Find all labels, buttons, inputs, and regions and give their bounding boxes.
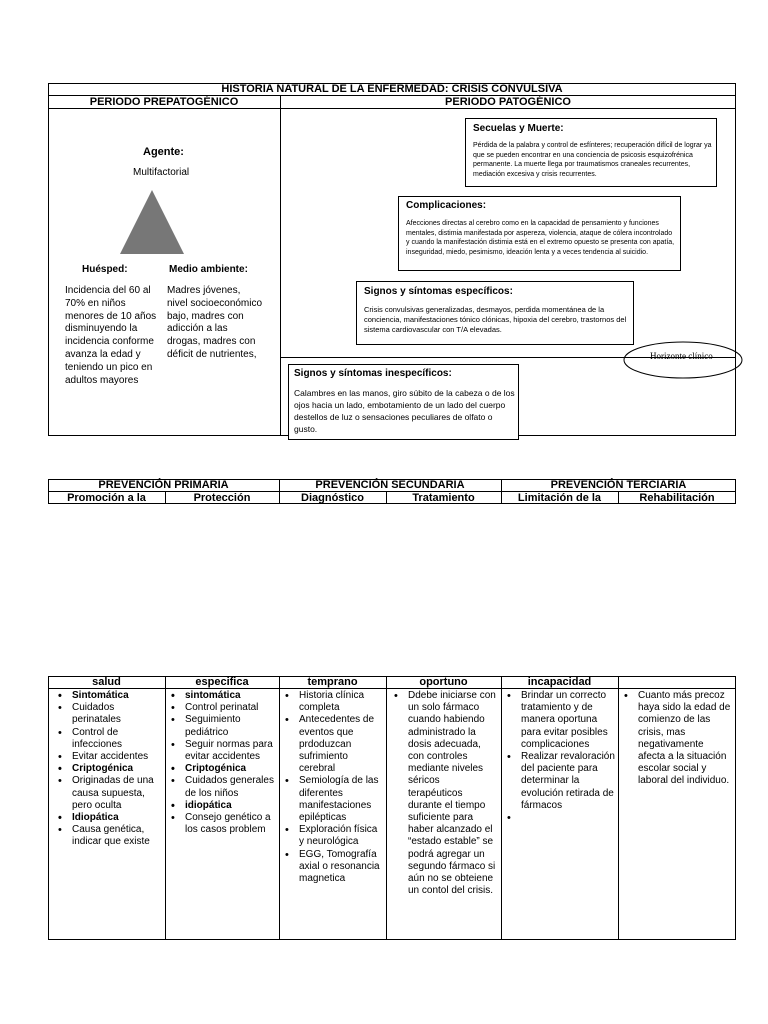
inespecificos-title: Signos y síntomas inespecíficos: [294,368,452,379]
col-header-oportuno: oportuno [419,676,468,688]
list-item: • Control perinatal [169,702,275,714]
col-header-salud: salud [92,676,121,688]
prevencion-terciaria-header: PREVENCIÓN TERCIARIA [550,479,687,491]
divider [501,676,502,940]
horizonte-label: Horizonte clínico [650,351,713,361]
list-item: • Originadas de una causa supuesta, pero oculta [56,775,162,812]
col-header-incapacidad: incapacidad [527,676,592,688]
divider [165,676,166,940]
list-item: • Exploración física y neurológica [283,824,383,848]
list-rehabilitacion [620,690,734,788]
list-item: • Criptogénica [169,763,275,775]
epidemiologic-triangle [118,188,186,256]
list-item: • Seguimiento pediátrico [169,714,275,738]
list-item: • Evitar accidentes [56,751,162,763]
subheader-proteccion: Protección [193,492,251,504]
subheader-promocion: Promoción a la [67,492,146,504]
medio-text: Madres jóvenes, nivel socioeconómico bajo, madres con adicción a las drogas, madres con déficit de nutrientes, [167,285,263,360]
prevencion-primaria-header: PREVENCIÓN PRIMARIA [98,479,229,491]
huesped-text: Incidencia del 60 al 70% en niños menores de 10 años disminuyendo la incidencia conforme avanza la edad y teniendo un pico en adultos mayores [65,285,157,386]
list-item: • Brindar un correcto tratamiento y de manera oportuna para evitar posibles complicaciones [505,690,615,751]
prepathogenic-header: PERIODO PREPATOGÉNICO [89,96,239,108]
list-item: • Cuidados perinatales [56,702,162,726]
agente-label: Agente: [143,146,184,158]
list-item: • Sintomática [56,690,162,702]
list-promocion [54,690,164,849]
secuelas-title: Secuelas y Muerte: [473,123,564,134]
list-diagnostico [281,690,385,885]
subheader-rehabilitacion: Rehabilitación [639,492,715,504]
list-item [505,812,615,824]
list-item: • Seguir normas para evitar accidentes [169,739,275,763]
list-item: • Realizar revaloración del paciente para determinar la evolución retirada de fármacos [505,751,615,812]
list-item: • Causa genética, indicar que existe [56,824,162,848]
col-header-especifica: especifica [195,676,249,688]
col-header-temprano: temprano [307,676,358,688]
divider [279,676,280,940]
list-item: • Cuanto más precoz haya sido la edad de comienzo de las crisis, mas negativamente afecta a la situación escolar social y laboral del individuo. [622,690,732,788]
list-item: • Cuidados generales de los niños [169,775,275,799]
list-item: • Historia clínica completa [283,690,383,714]
list-item: • Control de infecciones [56,727,162,751]
list-proteccion [167,690,277,836]
list-item: • Antecedentes de eventos que prdoduzcan sufrimiento cerebral [283,714,383,775]
especificos-text: Crisis convulsivas generalizadas, desmayos, perdida momentánea de la conciencia, manifestaciones tónico clónicas, hipoxia del cerebro, trastornos del sistema cardiovascular con T/A elevadas. [364,305,627,334]
divider [48,108,736,109]
divider [386,676,387,940]
pathogenic-header: PERIODO PATOGÉNICO [445,96,571,108]
list-item: • idiopática [169,800,275,812]
list-item: • Idiopática [56,812,162,824]
list-item: • Semiología de las diferentes manifestaciones epilépticas [283,775,383,824]
subheader-diagnostico: Diagnóstico [301,492,364,504]
list-item: • Criptogénica [56,763,162,775]
list-item: • EGG, Tomografía axial o resonancia magnetica [283,849,383,886]
subheader-tratamiento: Tratamiento [412,492,475,504]
table-title: HISTORIA NATURAL DE LA ENFERMEDAD: CRISIS CONVULSIVA [221,83,563,95]
list-item: • Ddebe iniciarse con un solo fármaco cuando habiendo administrado la dosis adecuada, con controles mediante niveles séricos terapéuticos durante el tiempo suficiente para haber alcanzado el “estado estable” se podrá agregar un segundo fármaco si aún no se obteiene un contol del crisis. [392,690,496,897]
list-item: • sintomática [169,690,275,702]
divider [48,688,736,689]
especificos-title: Signos y síntomas específicos: [364,286,513,297]
subheader-limitacion: Limitación de la [517,492,602,504]
divider [280,95,281,436]
list-item: • Consejo genético a los casos problem [169,812,275,836]
medio-label: Medio ambiente: [169,264,248,275]
list-tratamiento [390,690,498,897]
complicaciones-text: Afecciones directas al cerebro como en la capacidad de pensamiento y funciones mentales, distimia manifestada por aspereza, violencia, ataque de cólera incontrolado y cuando la manifestación distimia está en el extremo opuesto se presenta con apatía, inseguridad, miedo, pesimismo, ideación lenta y a veces tendencia al suicidio. [406,220,675,256]
list-limitacion [503,690,617,824]
agente-value: Multifactorial [133,167,190,178]
prevencion-secundaria-header: PREVENCIÓN SECUNDARIA [315,479,465,491]
complicaciones-title: Complicaciones: [406,200,487,211]
divider [618,676,619,940]
inespecificos-text: Calambres en las manos, giro súbito de la cabeza o de los ojos hacia un lado, embotamiento de un lado del cuerpo destellos de luz o sensaciones peculiares de olfato o gusto. [294,388,515,434]
huesped-label: Huésped: [82,264,128,275]
secuelas-text: Pérdida de la palabra y control de esfínteres; recuperación difícil de lograr ya que se pueden encontrar en una conciencia de psicosis esquizofrénica permanente. La muerte llega por traumatismos craneales recurrentes, mediación excesiva y crisis recurrentes. [473,142,712,178]
